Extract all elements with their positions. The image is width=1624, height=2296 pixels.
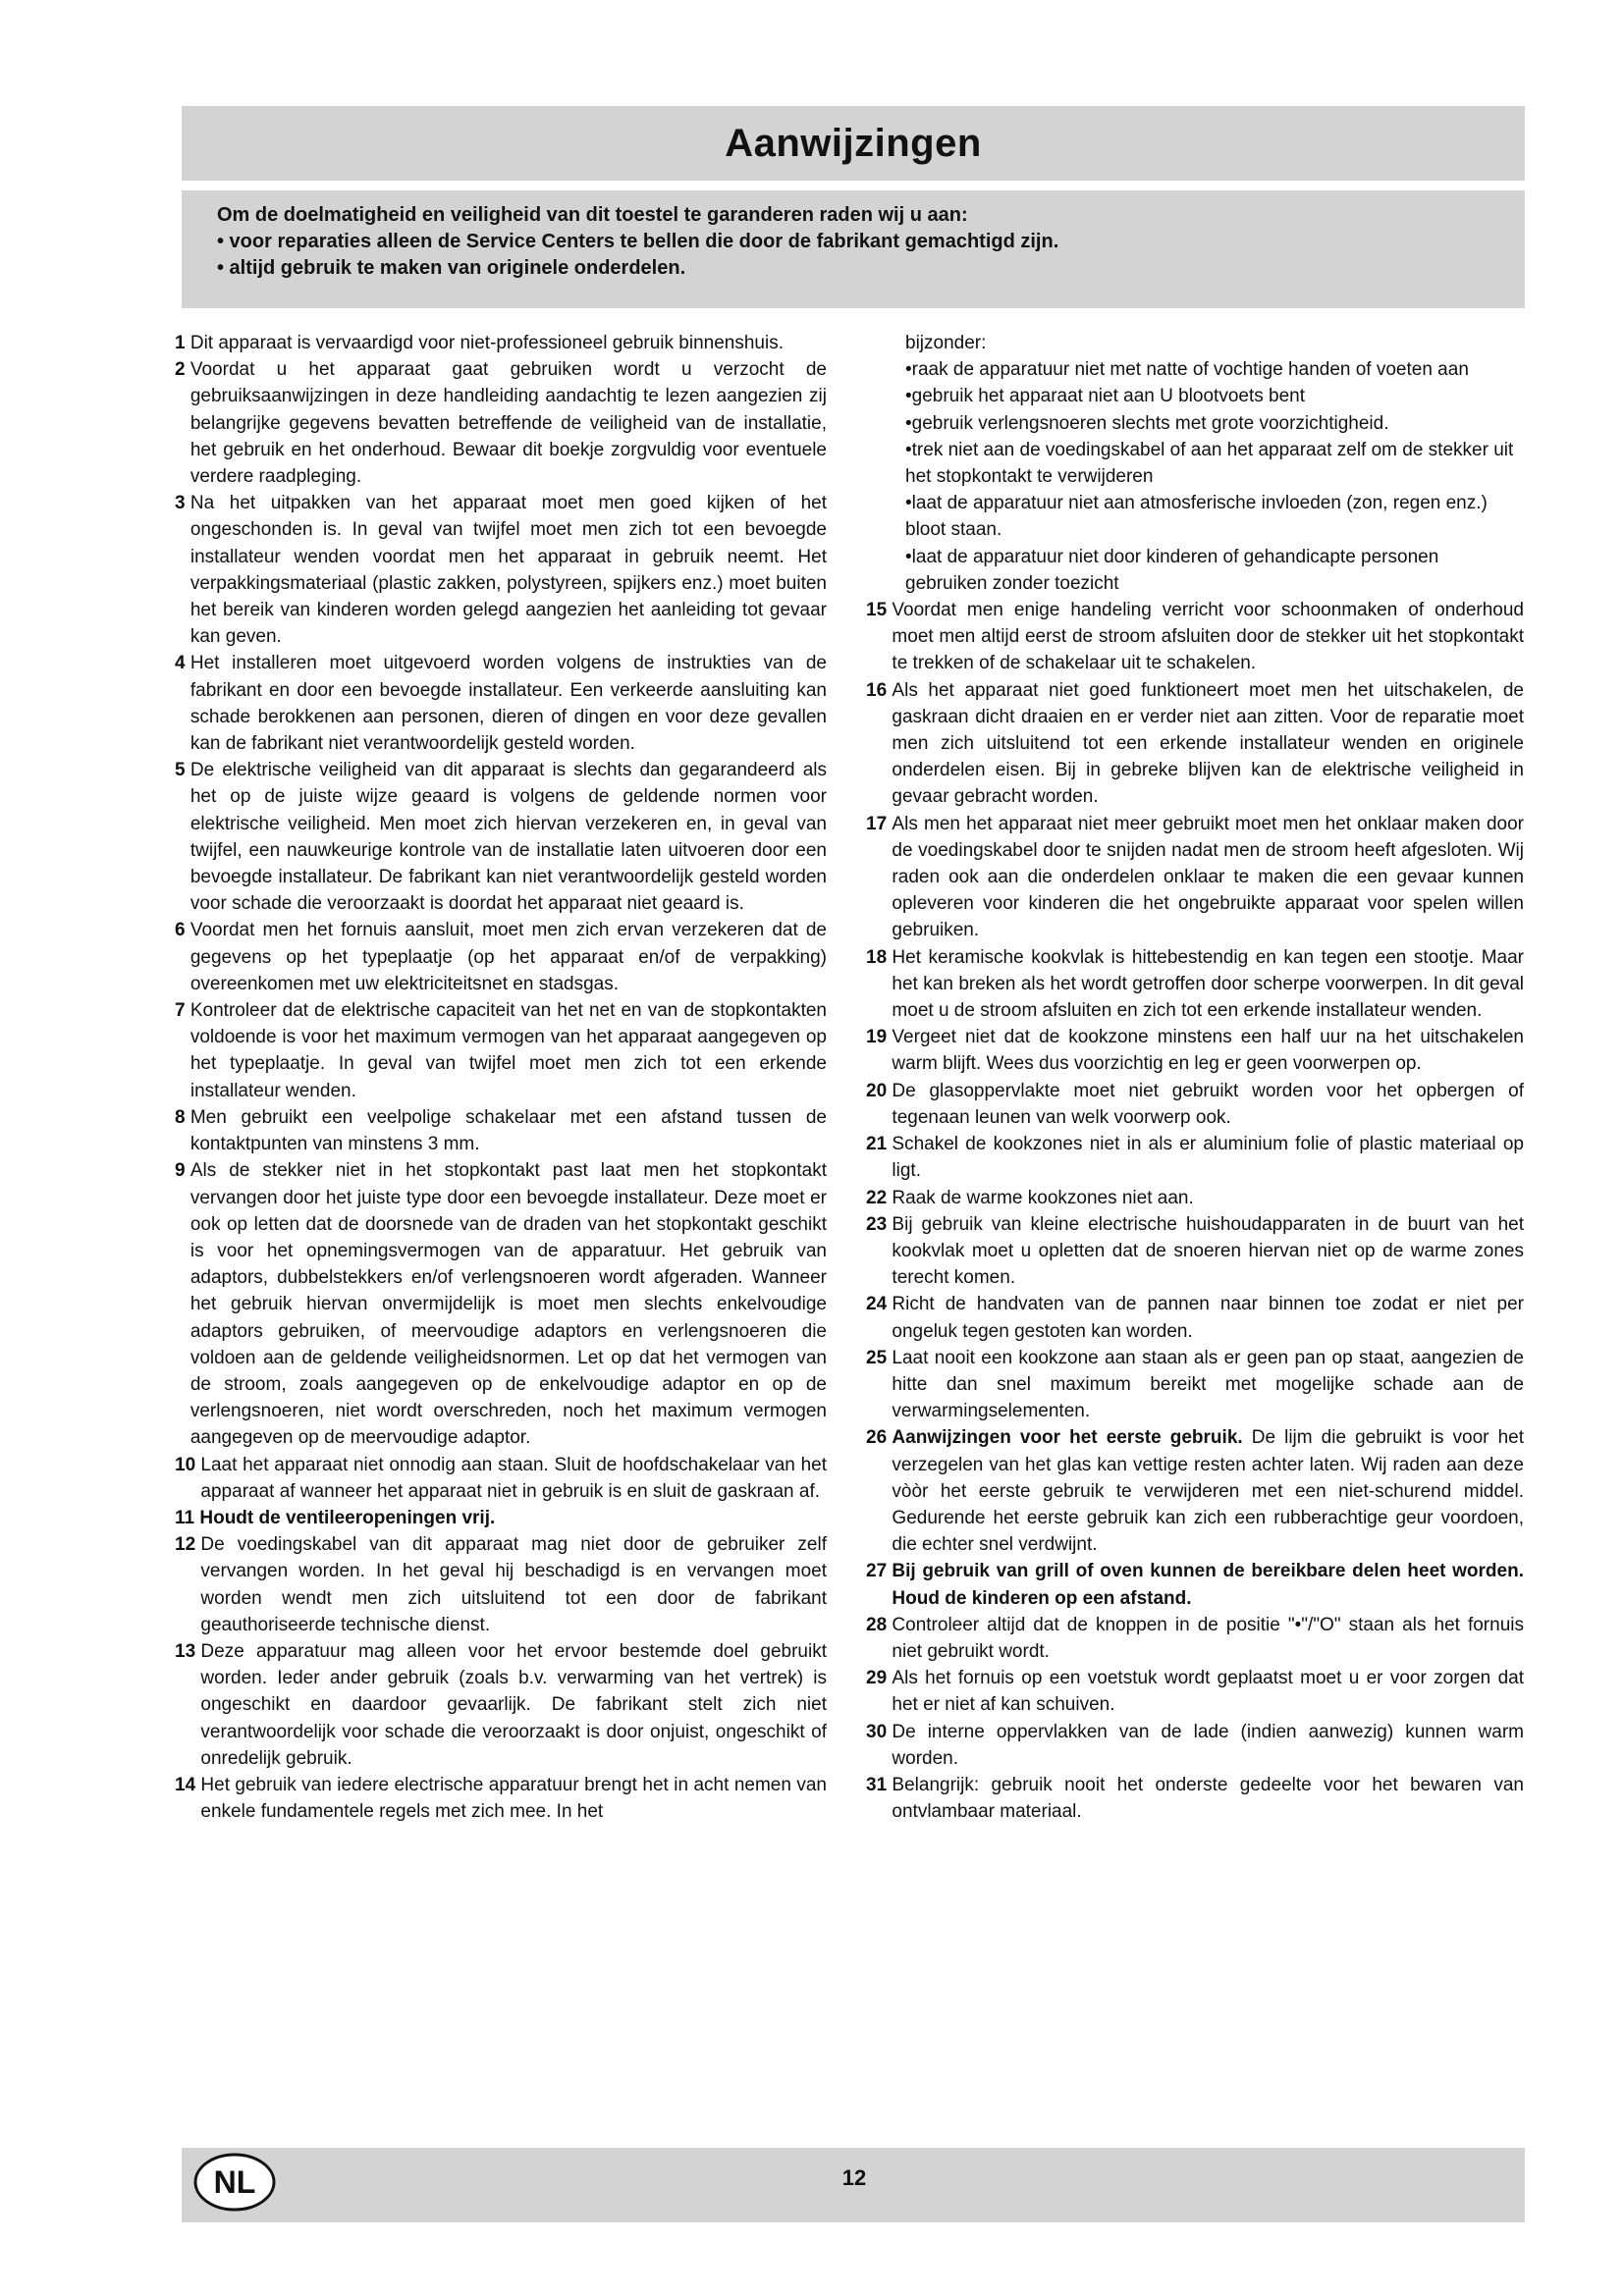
list-item (175, 356, 827, 490)
bullet-item: •gebruik het apparaat niet aan U blootvoets bent (905, 386, 1305, 407)
item-text: Het installeren moet uitgevoerd worden volgens de instrukties van de fabrikant en door een bevoegde installateur. Een verkeerde aansluiting kan schade berokkenen aan personen, dieren of dingen en voor deze gevallen kan de fabrikant niet verantwoordelijk gesteld worden. (189, 653, 827, 755)
item-number: 30 (866, 1721, 893, 1742)
list-item (866, 1719, 1524, 1772)
item-number: 17 (866, 813, 893, 834)
item-text (892, 1424, 1524, 1558)
bullet-item: •laat de apparatuur niet aan atmosferische invloeden (zon, regen enz.) bloot staan. (905, 493, 1488, 541)
item-text: Laat het apparaat niet onnodig aan staan. Sluit de hoofdschakelaar van het apparaat af wanneer het apparaat niet in gebruik is en sluit de gaskraan af. (200, 1454, 827, 1502)
list-item (866, 1665, 1524, 1718)
intro-line: Om de doelmatigheid en veiligheid van dit toestel te garanderen raden wij u aan: (217, 204, 968, 226)
item-number: 24 (866, 1294, 893, 1315)
list-item (175, 997, 827, 1104)
item-number: 13 (175, 1640, 201, 1662)
item-number: 7 (175, 1000, 190, 1022)
list-item (175, 1157, 827, 1451)
item-number: 16 (866, 679, 893, 701)
item-number: 28 (866, 1614, 893, 1635)
bullet-item: •gebruik verlengsnoeren slechts met grote voorzichtigheid. (905, 412, 1389, 434)
list-item (866, 1558, 1524, 1611)
item-text: De voedingskabel van dit apparaat mag niet door de gebruiker zelf vervangen worden. In het geval hij beschadigd is en vervangen moet worden wendt men zich uitsluitend tot een door de fabrikant geauthoriseerde technische dienst. (200, 1534, 827, 1635)
item-text: Richt de handvaten van de pannen naar binnen toe zodat er niet per ongeluk tegen gestoten kan worden. (892, 1294, 1524, 1342)
list-item (866, 1185, 1524, 1211)
item-number: 15 (866, 600, 893, 621)
list-item (866, 1345, 1524, 1425)
item-text: Dit apparaat is vervaardigd voor niet-professioneel gebruik binnenshuis. (189, 333, 784, 353)
list-item (866, 1772, 1524, 1825)
right-items (866, 597, 1524, 1825)
item-text: De glasoppervlakte moet niet gebruikt worden voor het opbergen of tegenaan leunen van welk voorwerp ook. (892, 1080, 1524, 1128)
item-number: 27 (866, 1561, 893, 1582)
bullet-item: •raak de apparatuur niet met natte of vochtige handen of voeten aan (905, 359, 1469, 381)
item-text: Controleer altijd dat de knoppen in de positie "•"/"O" staan als het fornuis niet gebruikt wordt. (892, 1614, 1524, 1662)
item-text: Als de stekker niet in het stopkontakt past laat men het stopkontakt vervangen door het juiste type door een bevoegde installateur. Deze moet er ook op letten dat de doorsnede van de draden van het stopkontakt geschikt is voor het opnemingsvermogen van de apparatuur. Het gebruik van adaptors, dubbelstekkers en/of verlengsnoeren wordt afgeraden. Wanneer het gebruik hiervan onvermijdelijk is moet men slechts enkelvoudige adaptors gebruiken, of meervoudige adaptors en verlengsnoeren die voldoen aan de geldende veiligheidsnormen. Let op dat het vermogen van de stroom, zoals aangegeven op de enkelvoudige adaptor en op de verlengsnoeren, niet wordt overschreden, noch het maximum vermogen aangegeven op de meervoudige adaptor. (189, 1160, 827, 1449)
item-text: Het gebruik van iedere electrische apparatuur brengt het in acht nemen van enkele fundamentele regels met zich mee. In het (200, 1774, 827, 1823)
list-item (866, 1078, 1524, 1131)
list-item (175, 1772, 827, 1825)
badge-label: NL (213, 2164, 256, 2200)
item-number: 21 (866, 1134, 893, 1155)
list-item (175, 330, 827, 356)
list-item (175, 650, 827, 757)
list-item (866, 1131, 1524, 1184)
language-badge (192, 2152, 277, 2213)
item-bold-lead: Aanwijzingen voor het eerste gebruik. (892, 1427, 1243, 1449)
bullet-item: •trek niet aan de voedingskabel of aan het apparaat zelf om de stekker uit het stopkontakt te verwijderen (905, 439, 1514, 488)
item-text: Als het fornuis op een voetstuk wordt geplaatst moet u er voor zorgen dat het er niet af kan schuiven. (892, 1668, 1524, 1716)
continuation-intro: bijzonder: (905, 333, 987, 353)
list-item (175, 757, 827, 917)
item-number: 11 (175, 1507, 200, 1528)
item-text: Deze apparatuur mag alleen voor het ervoor bestemde doel gebruikt worden. Ieder ander gebruik (zoals b.v. verwarming van het vertrek) is ongeschikt en daardoor gevaarlijk. De fabrikant stelt zich niet verantwoordelijk voor schade die veroorzaakt is door onjuist, ongeschikt of onredelijk gebruik. (200, 1640, 827, 1769)
intro-box (182, 190, 1525, 308)
intro-line: • voor reparaties alleen de Service Centers te bellen die door de fabrikant gemachtigd zijn. (217, 231, 1059, 252)
bullet-item: •laat de apparatuur niet door kinderen of gehandicapte personen gebruiken zonder toezicht (905, 546, 1439, 594)
item-text: Schakel de kookzones niet in als er aluminium folie of plastic materiaal op ligt. (892, 1134, 1524, 1182)
item-number: 5 (175, 760, 190, 781)
item-text: Het keramische kookvlak is hittebestendig en kan tegen een stootje. Maar het kan breken als het wordt getroffen door scherpe voorwerpen. In dit geval moet u de stroom afsluiten en zich tot een erkende installateur wenden. (892, 946, 1524, 1022)
title-bar (182, 106, 1525, 181)
page-title: Aanwijzingen (725, 121, 982, 165)
right-column (866, 330, 1524, 1825)
page-number: 12 (841, 2165, 867, 2190)
bullet-list (866, 356, 1524, 597)
item-text: Vergeet niet dat de kookzone minstens een half uur na het uitschakelen warm blijft. Wees dus voorzichtig en leg er geen voorwerpen op. (892, 1027, 1524, 1075)
item-text: Na het uitpakken van het apparaat moet men goed kijken of het ongeschonden is. In geval van twijfel moet men zich tot een bevoegde installateur wenden voordat men het apparaat in gebruik neemt. Het verpakkingsmateriaal (plastic zakken, polystyreen, spijkers enz.) moet buiten het bereik van kinderen worden gelegd aangezien het aanleiding tot gevaar kan geven. (189, 493, 827, 648)
list-item (175, 1452, 827, 1505)
item-text: Voordat men het fornuis aansluit, moet men zich ervan verzekeren dat de gegevens op het typeplaatje (op het apparaat en/of de verpakking) overeenkomen met uw elektriciteitsnet en stadsgas. (189, 920, 827, 994)
list-item (866, 944, 1524, 1025)
list-item (866, 677, 1524, 811)
list-item (866, 1291, 1524, 1344)
list-item (175, 917, 827, 997)
item-number: 8 (175, 1106, 190, 1128)
item-number: 4 (175, 653, 190, 674)
item-text: Kontroleer dat de elektrische capaciteit van het net en van de stopkontakten voldoende is voor het maximum vermogen van het apparaat aangegeven op het typeplaatje. In geval van twijfel moet men zich tot een erkende installateur wenden. (189, 1000, 827, 1101)
item-number: 20 (866, 1080, 893, 1101)
item-number: 18 (866, 946, 893, 968)
item-number: 23 (866, 1213, 893, 1235)
item-number: 19 (866, 1027, 893, 1048)
item-text: Voordat u het apparaat gaat gebruiken wordt u verzocht de gebruiksaanwijzingen in deze handleiding aandachtig te lezen aangezien zij belangrijke gegevens bevatten betreffende de veiligheid van de installatie, het gebruik en het onderhoud. Bewaar dit boekje zorgvuldig voor eventuele verdere raadpleging. (189, 359, 827, 488)
list-item (866, 597, 1524, 677)
item-number: 25 (866, 1347, 893, 1368)
item-text: Raak de warme kookzones niet aan. (892, 1187, 1194, 1208)
item-text: De elektrische veiligheid van dit apparaat is slechts dan gegarandeerd als het op de juiste wijze geaard is volgens de geldende normen voor elektrische veiligheid. Men moet zich hiervan verzekeren en, in geval van twijfel, een nauwkeurige kontrole van de installatie laten uitvoeren door een bevoegde installateur. De fabrikant kan niet verantwoordelijk gesteld worden voor schade die veroorzaakt is doordat het apparaat niet geaard is. (189, 760, 827, 915)
item-text: Belangrijk: gebruik nooit het onderste gedeelte voor het bewaren van ontvlambaar materiaal. (892, 1774, 1524, 1823)
item-text: Laat nooit een kookzone aan staan als er geen pan op staat, aangezien de hitte dan snel maximum bereikt met mogelijke schade aan de verwarmingselementen. (892, 1347, 1524, 1422)
item-text: Als men het apparaat niet meer gebruikt moet men het onklaar maken door de voedingskabel door te snijden nadat men de stroom heeft afgesloten. Wij raden ook aan die onderdelen onklaar te maken die een gevaar kunnen opleveren voor kinderen die het ongebruikte apparaat voor spelen willen gebruiken. (892, 813, 1524, 941)
list-item (175, 490, 827, 650)
list-item (866, 1424, 1524, 1558)
item-text: Bij gebruik van kleine electrische huishoudapparaten in de buurt van het kookvlak moet u opletten dat de snoeren hiervan niet op de warme zones terecht komen. (892, 1213, 1524, 1289)
item-number: 22 (866, 1187, 893, 1208)
list-item (175, 1531, 827, 1638)
item-number: 3 (175, 493, 190, 514)
item-text: Als het apparaat niet goed funktioneert moet men het uitschakelen, de gaskraan dicht draaien en er verder niet aan zitten. Voor de reparatie moet men zich uitsluitend tot een erkende installateur wenden en originele onderdelen eisen. Bij in gebreke blijven kan de elektrische veiligheid in gevaar gebracht worden. (892, 679, 1524, 808)
item-number: 1 (175, 333, 190, 353)
item-number: 9 (175, 1160, 190, 1182)
left-column (175, 330, 827, 1825)
item-number: 29 (866, 1668, 893, 1689)
list-item (175, 1505, 827, 1531)
item-body: De lijm die gebruikt is voor het verzegelen van het glas kan vettige resten achter laten. Wij raden aan deze vòòr het eerste gebruik te verwijderen met een niet-schurend middel. Gedurende het eerste gebruik kan zich een rubberachtige geur voordoen, die echter snel verdwijnt. (892, 1427, 1524, 1556)
list-item (866, 1024, 1524, 1077)
item-number: 14 (175, 1774, 201, 1795)
list-item (866, 1211, 1524, 1292)
item-text: De interne oppervlakken van de lade (indien aanwezig) kunnen warm worden. (892, 1721, 1524, 1769)
item-text: Voordat men enige handeling verricht voor schoonmaken of onderhoud moet men altijd eerst de stroom afsluiten door de stekker uit het stopkontakt te trekken of de schakelaar uit te schakelen. (892, 600, 1524, 674)
item-text: Men gebruikt een veelpolige schakelaar met een afstand tussen de kontaktpunten van minstens 3 mm. (189, 1106, 827, 1155)
item-number: 26 (866, 1427, 893, 1449)
item-number: 10 (175, 1454, 201, 1475)
list-item (866, 811, 1524, 944)
item-number: 31 (866, 1774, 893, 1795)
list-item (175, 1104, 827, 1157)
item-number: 12 (175, 1534, 201, 1556)
item-text: Bij gebruik van grill of oven kunnen de bereikbare delen heet worden. Houd de kinderen op een afstand. (892, 1561, 1524, 1609)
list-item (866, 1612, 1524, 1665)
item-number: 2 (175, 359, 190, 381)
intro-line: • altijd gebruik te maken van originele onderdelen. (217, 257, 686, 279)
item-text: Houdt de ventileeropeningen vrij. (199, 1507, 496, 1528)
item-number: 6 (175, 920, 190, 941)
list-item (175, 1638, 827, 1772)
